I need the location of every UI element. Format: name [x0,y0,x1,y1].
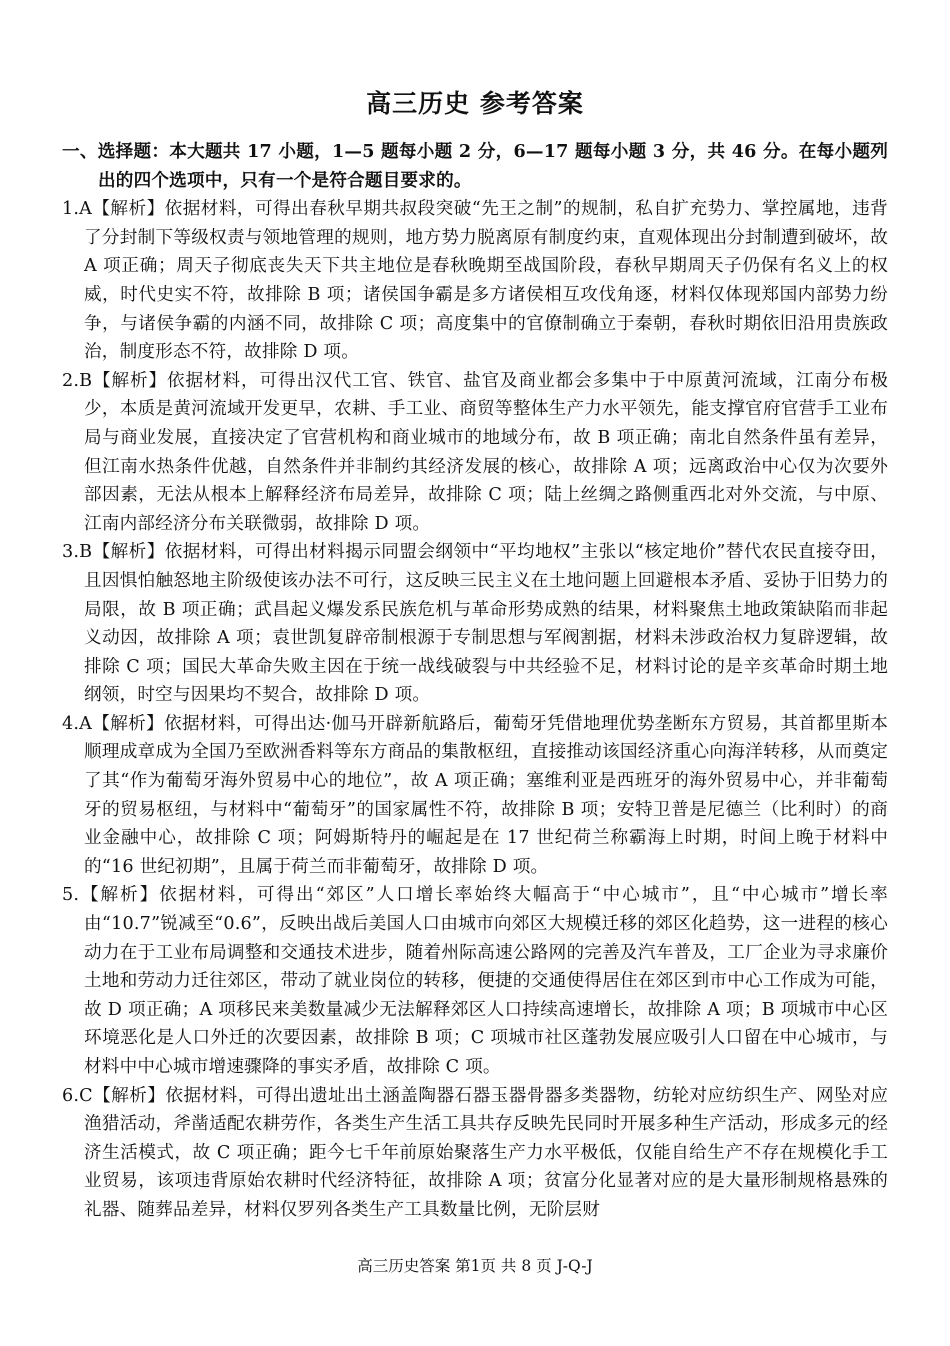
answer-text: 依据材料，可得出春秋早期共叔段突破“先王之制”的规制，私自扩充势力、掌控属地，违背了分封制下等级权责与领地管理的规则，地方势力脱离原有制度约束，直观体现出分封制遭到破坏，故 A 项正确；周天子彻底丧失天下共主地位是春秋晚期至战国阶段，春秋早期周天子仍保有名义上的权威，时代史实不符，故排除 B 项；诸侯国争霸是多方诸侯相互攻伐角逐，材料仅体现郑国内部势力纷争，与诸侯争霸的内涵不同，故排除 C 项；高度集中的官僚制确立于秦朝，春秋时期依旧沿用贵族政治，制度形态不符，故排除 D 项。 [84,199,888,363]
answer-label: 6.C【解析】 [62,1085,166,1106]
answer-item-6 [62,1082,888,1225]
answer-item-3 [62,538,888,710]
answer-text: 依据材料，可得出材料揭示同盟会纲领中“平均地权”主张以“核定地价”替代农民直接夺田，且因惧怕触怒地主阶级使该办法不可行，这反映三民主义在土地问题上回避根本矛盾、妥协于旧势力的局限，故 B 项正确；武昌起义爆发系民族危机与革命形势成熟的结果，材料聚焦土地政策缺陷而非起义动因，故排除 A 项；袁世凯复辟帝制根源于专制思想与军阀割据，材料未涉政治权力复辟逻辑，故排除 C 项；国民大革命失败主因在于统一战线破裂与中共经验不足，材料讨论的是辛亥革命时期土地纲领，时空与因果均不契合，故排除 D 项。 [84,542,888,706]
answer-item-1 [62,195,888,367]
answer-text: 依据材料，可得出“郊区”人口增长率始终大幅高于“中心城市”，且“中心城市”增长率由“10.7”锐减至“0.6”，反映出战后美国人口由城市向郊区大规模迁移的郊区化趋势，这一进程的核心动力在于工业布局调整和交通技术进步，随着州际高速公路网的完善及汽车普及，工厂企业为寻求廉价土地和劳动力迁往郊区，带动了就业岗位的转移，便捷的交通使得居住在郊区到市中心工作成为可能，故 D 项正确；A 项移民来美数量减少无法解释郊区人口持续高速增长，故排除 A 项；B 项城市中心区环境恶化是人口外迁的次要因素，故排除 B 项；C 项城市社区蓬勃发展应吸引人口留在中心城市，与材料中中心城市增速骤降的事实矛盾，故排除 C 项。 [84,885,888,1077]
answer-label: 1.A【解析】 [62,199,165,220]
answer-label: 4.A【解析】 [62,713,165,734]
answer-item-5 [62,881,888,1081]
page-title: 高三历史 参考答案 [366,89,584,118]
answer-label: 2.B【解析】 [62,370,168,391]
page-footer: 高三历史答案 第1页 共 8 页 J-Q-J [357,1257,593,1275]
answer-item-4 [62,710,888,882]
section-heading: 一、选择题：本大题共 17 小题，1—5 题每小题 2 分，6—17 题每小题 3 分，共 46 分。在每小题列出的四个选项中，只有一个是符合题目要求的。 [62,141,888,191]
answer-content [62,138,888,1225]
answer-text: 依据材料，可得出达·伽马开辟新航路后，葡萄牙凭借地理优势垄断东方贸易，其首都里斯本顺理成章成为全国乃至欧洲香料等东方商品的集散枢纽，直接推动该国经济重心向海洋转移，从而奠定了其“作为葡萄牙海外贸易中心的地位”，故 A 项正确；塞维利亚是西班牙的海外贸易中心，并非葡萄牙的贸易枢纽，与材料中“葡萄牙”的国家属性不符，故排除 B 项；安特卫普是尼德兰（比利时）的商业金融中心，故排除 C 项；阿姆斯特丹的崛起是在 17 世纪荷兰称霸海上时期，时间上晚于材料中的“16 世纪初期”，且属于荷兰而非葡萄牙，故排除 D 项。 [84,713,888,877]
answer-text: 依据材料，可得出汉代工官、铁官、盐官及商业都会多集中于中原黄河流域，江南分布极少，本质是黄河流域开发更早，农耕、手工业、商贸等整体生产力水平领先，能支撑官府官营手工业布局与商业发展，直接决定了官营机构和商业城市的地域分布，故 B 项正确；南北自然条件虽有差异，但江南水热条件优越，自然条件并非制约其经济发展的核心，故排除 A 项；远离政治中心仅为次要外部因素，无法从根本上解释经济布局差异，故排除 C 项；陆上丝绸之路侧重西北对外交流，与中原、江南内部经济分布关联微弱，故排除 D 项。 [84,370,888,534]
answer-text: 依据材料，可得出遗址出土涵盖陶器石器玉器骨器多类器物，纺轮对应纺织生产、网坠对应渔猎活动，斧凿适配农耕劳作，各类生产生活工具共存反映先民同时开展多种生产活动，形成多元的经济生活模式，故 C 项正确；距今七千年前原始聚落生产力水平极低，仅能自给生产不存在规模化手工业贸易，该项违背原始农耕时代经济特征，故排除 A 项；贫富分化显著对应的是大量形制规格悬殊的礼器、随葬品差异，材料仅罗列各类生产工具数量比例，无阶层财 [84,1085,888,1220]
answer-item-2 [62,367,888,539]
answer-label: 3.B【解析】 [62,542,165,563]
answer-label: 5.【解析】 [62,885,160,906]
